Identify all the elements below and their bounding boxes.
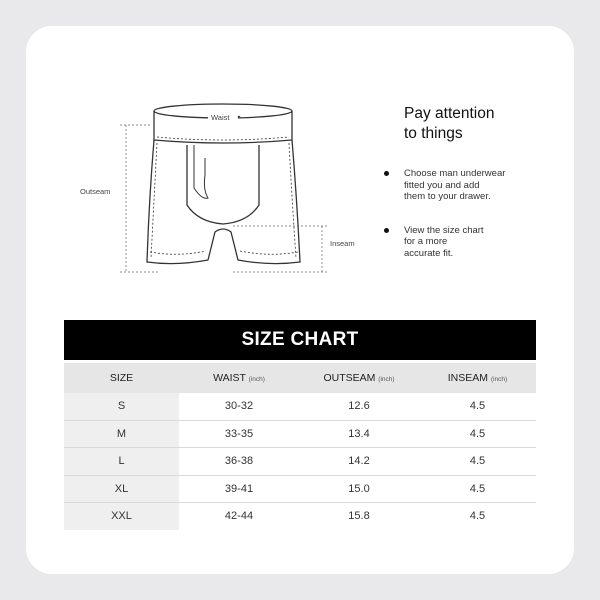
size-table bbox=[64, 363, 536, 530]
header-outseam bbox=[299, 372, 419, 384]
size-cell: M bbox=[64, 421, 179, 448]
table-row bbox=[64, 421, 536, 449]
tips-title-line-2: to things bbox=[404, 125, 463, 142]
header-waist-label: WAIST bbox=[213, 372, 246, 384]
pouch bbox=[187, 145, 259, 224]
tips-title bbox=[404, 104, 544, 144]
outseam-label: Outseam bbox=[80, 187, 111, 196]
table-row bbox=[64, 503, 536, 530]
outseam-cell: 12.6 bbox=[348, 400, 370, 413]
inseam-label: Inseam bbox=[330, 239, 355, 248]
waist-cell: 42-44 bbox=[224, 510, 254, 523]
size-chart-title: SIZE CHART bbox=[64, 320, 536, 360]
tip-item bbox=[404, 168, 544, 203]
tip-line: accurate fit. bbox=[404, 247, 454, 259]
size-cell: XXL bbox=[64, 503, 179, 530]
inseam-cell: 4.5 bbox=[469, 400, 486, 413]
waist-cell: 30-32 bbox=[224, 400, 254, 413]
waist-cell: 36-38 bbox=[224, 455, 254, 468]
size-cell: S bbox=[64, 393, 179, 420]
size-cell: L bbox=[64, 448, 179, 475]
tip-item bbox=[404, 225, 544, 260]
header-inseam-label: INSEAM bbox=[447, 372, 489, 384]
header-outseam-label: OUTSEAM bbox=[323, 372, 376, 384]
header-unit: (inch) bbox=[248, 376, 265, 383]
inseam-cell: 4.5 bbox=[469, 482, 486, 495]
table-row bbox=[64, 448, 536, 476]
bullet-icon bbox=[384, 171, 389, 176]
waist-cell: 39-41 bbox=[224, 482, 254, 495]
table-row bbox=[64, 393, 536, 421]
bullet-icon bbox=[384, 228, 389, 233]
inseam-cell: 4.5 bbox=[469, 427, 486, 440]
tip-line: them to your drawer. bbox=[404, 191, 491, 202]
header-unit: (inch) bbox=[490, 376, 508, 383]
outseam-cell: 15.0 bbox=[348, 482, 370, 495]
header-unit: (inch) bbox=[378, 376, 395, 383]
tip-line: Choose man underwear bbox=[404, 168, 506, 179]
header-waist bbox=[179, 372, 299, 384]
tips-title-line-1: Pay attention bbox=[404, 105, 495, 122]
table-header-row bbox=[64, 363, 536, 393]
inseam-cell: 4.5 bbox=[469, 510, 486, 523]
inseam-cell: 4.5 bbox=[469, 455, 486, 468]
header-inseam bbox=[419, 372, 536, 384]
tips-panel bbox=[404, 104, 544, 281]
header-size: SIZE bbox=[109, 372, 134, 384]
briefs-outline bbox=[147, 140, 300, 264]
size-cell: XL bbox=[64, 476, 179, 503]
outseam-cell: 15.8 bbox=[348, 510, 370, 523]
tip-line: for a more bbox=[404, 236, 448, 247]
waist-cell: 33-35 bbox=[224, 427, 254, 440]
outseam-cell: 14.2 bbox=[348, 455, 370, 468]
waist-label: Waist bbox=[211, 113, 230, 122]
tip-line: fitted you and add bbox=[404, 179, 480, 191]
table-row bbox=[64, 476, 536, 504]
tip-line: View the size chart bbox=[404, 224, 484, 236]
outseam-cell: 13.4 bbox=[348, 427, 370, 440]
